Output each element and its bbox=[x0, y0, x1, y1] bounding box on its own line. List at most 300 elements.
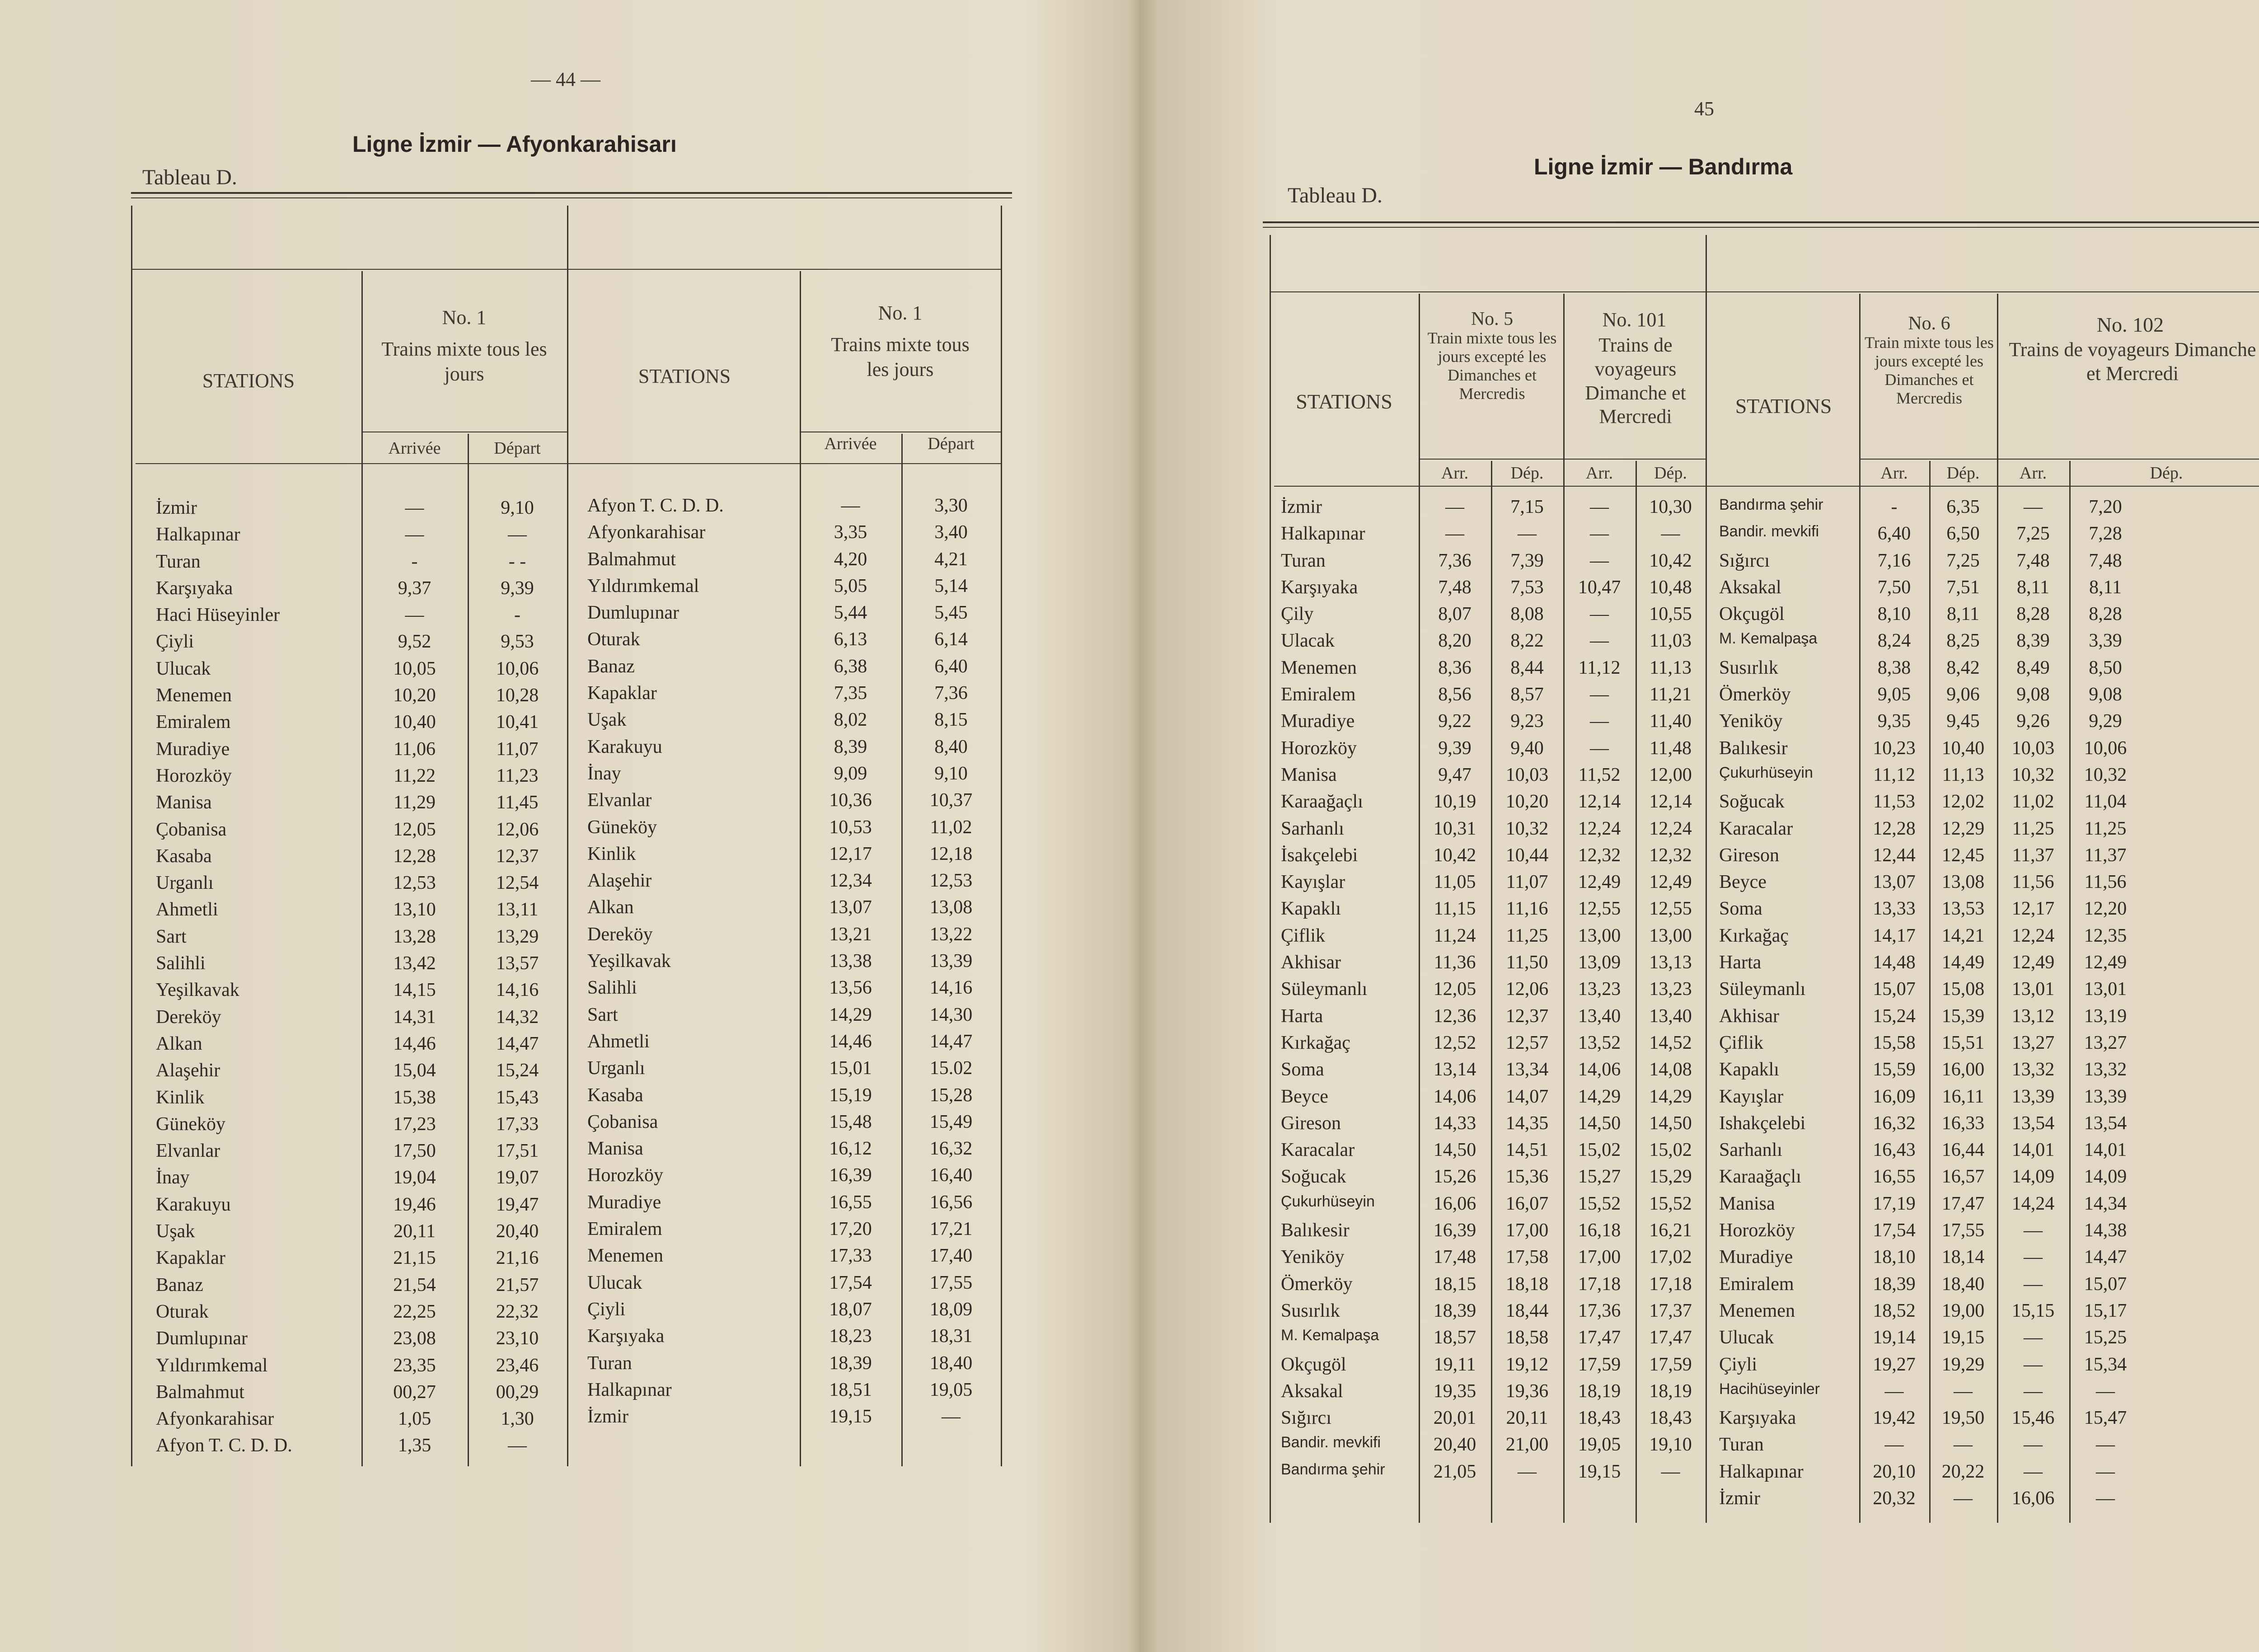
time-cell: 18,39 bbox=[1873, 1273, 1916, 1295]
time-cell: 17,18 bbox=[1649, 1273, 1692, 1295]
time-cell: — bbox=[405, 497, 424, 518]
time-cell: 1,35 bbox=[398, 1435, 431, 1456]
time-cell: 14,46 bbox=[393, 1033, 436, 1054]
station-name: Kapaklar bbox=[587, 683, 657, 704]
time-cell: 16,32 bbox=[1873, 1112, 1916, 1134]
table-row bbox=[1719, 925, 2259, 952]
time-cell: 9,10 bbox=[934, 763, 968, 784]
station-name: Ulacak bbox=[1281, 630, 1335, 652]
timetable-izmir-bandirma bbox=[1281, 496, 1706, 1488]
time-cell: 21,54 bbox=[393, 1274, 436, 1295]
station-name: Yıldırımkemal bbox=[587, 575, 699, 596]
table-row bbox=[1719, 603, 2259, 630]
station-name: Ulucak bbox=[587, 1272, 642, 1293]
time-cell: 12,24 bbox=[2011, 925, 2055, 946]
time-cell: 11,50 bbox=[1506, 952, 1548, 973]
time-cell: 19,50 bbox=[1941, 1408, 1985, 1429]
time-cell: 10,23 bbox=[1873, 737, 1916, 759]
time-cell: 19,00 bbox=[1941, 1300, 1985, 1321]
rule-top bbox=[1263, 221, 2259, 223]
time-cell: 7,16 bbox=[1877, 550, 1911, 571]
station-name: İzmir bbox=[1719, 1488, 1760, 1509]
time-cell: 16,57 bbox=[1941, 1166, 1985, 1187]
table-row bbox=[1281, 1032, 1706, 1059]
time-cell: 10,28 bbox=[496, 685, 539, 706]
time-cell: 17,18 bbox=[1578, 1273, 1621, 1295]
time-cell: 21,15 bbox=[393, 1248, 436, 1269]
time-cell: 13,10 bbox=[393, 899, 436, 920]
table-row bbox=[587, 1164, 1012, 1191]
time-cell: 15,24 bbox=[496, 1060, 539, 1081]
table-row bbox=[156, 1140, 608, 1167]
station-name: Karşıyaka bbox=[1719, 1408, 1796, 1429]
time-cell: 8,28 bbox=[2016, 604, 2050, 625]
time-cell: 13,13 bbox=[1649, 952, 1692, 973]
station-name: Menemen bbox=[1281, 657, 1357, 678]
station-name: Halkapınar bbox=[1719, 1461, 1804, 1482]
time-cell: 12,28 bbox=[1873, 818, 1916, 839]
time-cell: 9,08 bbox=[2016, 684, 2050, 705]
station-name: Menemen bbox=[156, 685, 232, 706]
station-name: Afyon T. C. D. D. bbox=[156, 1435, 292, 1456]
time-cell: 9,10 bbox=[501, 497, 534, 518]
station-name: Bandir. mevkifi bbox=[1719, 523, 1819, 540]
table-row bbox=[587, 549, 1012, 575]
station-name: Horozköy bbox=[1281, 737, 1357, 759]
time-cell: 16,33 bbox=[1941, 1112, 1985, 1134]
time-cell: 8,56 bbox=[1438, 684, 1472, 705]
table-row bbox=[1719, 496, 2259, 523]
time-cell: 18,39 bbox=[829, 1352, 872, 1374]
table-row bbox=[156, 551, 608, 577]
station-name: Salihli bbox=[156, 953, 206, 974]
time-cell: 11,22 bbox=[394, 765, 436, 786]
time-cell: 11,29 bbox=[394, 792, 436, 813]
station-name: Yıldırımkemal bbox=[156, 1355, 268, 1376]
station-name: Kinlik bbox=[156, 1087, 205, 1108]
time-cell: 15,07 bbox=[2084, 1273, 2127, 1295]
table-row bbox=[1281, 1300, 1706, 1327]
table-row bbox=[587, 1138, 1012, 1164]
time-cell: 12,35 bbox=[2084, 925, 2127, 946]
station-name: Bandırma şehir bbox=[1281, 1460, 1385, 1478]
time-cell: 13,34 bbox=[1505, 1059, 1549, 1080]
station-name: Sart bbox=[587, 1004, 618, 1025]
time-cell: 12,17 bbox=[829, 843, 872, 864]
table-row bbox=[1281, 1407, 1706, 1434]
table-row bbox=[1281, 496, 1706, 523]
arr-header: Arr. bbox=[1441, 464, 1469, 483]
time-cell: 9,39 bbox=[501, 577, 534, 599]
time-cell: 7,35 bbox=[834, 683, 867, 704]
time-cell: 8,24 bbox=[1877, 630, 1911, 652]
time-cell: 9,09 bbox=[834, 763, 867, 784]
time-cell: 14,15 bbox=[393, 980, 436, 1001]
table-row bbox=[156, 1006, 608, 1033]
time-cell: 17,36 bbox=[1578, 1300, 1621, 1321]
table-row bbox=[156, 658, 608, 685]
time-cell: — bbox=[2024, 1247, 2043, 1268]
station-name: Okçugöl bbox=[1281, 1354, 1346, 1375]
time-cell: 18,40 bbox=[929, 1352, 973, 1374]
time-cell: 15,52 bbox=[1649, 1193, 1692, 1214]
time-cell: 14,16 bbox=[496, 980, 539, 1001]
rule-body bbox=[1274, 486, 2259, 487]
time-cell: 17,55 bbox=[1941, 1220, 1985, 1241]
table-row bbox=[587, 870, 1012, 896]
table-row bbox=[587, 736, 1012, 763]
time-cell: 8,57 bbox=[1510, 684, 1544, 705]
time-cell: 17,55 bbox=[929, 1272, 973, 1293]
table-row bbox=[587, 950, 1012, 977]
time-cell: 15,43 bbox=[496, 1087, 539, 1108]
time-cell: 15,39 bbox=[1941, 1005, 1985, 1027]
table-row bbox=[1719, 684, 2259, 710]
table-row bbox=[587, 896, 1012, 923]
time-cell: 1,05 bbox=[398, 1408, 431, 1430]
train-101-description: Trains de voyageurs Dimanche et Mercredi bbox=[1585, 334, 1686, 428]
time-cell: 18,43 bbox=[1649, 1408, 1692, 1429]
station-name: Karaağaçlı bbox=[1281, 791, 1363, 812]
table-row bbox=[587, 1004, 1012, 1031]
time-cell: 23,10 bbox=[496, 1328, 539, 1349]
time-cell: 13,57 bbox=[496, 953, 539, 974]
table-row bbox=[156, 604, 608, 631]
time-cell: 15,24 bbox=[1873, 1005, 1916, 1027]
time-cell: 13,00 bbox=[1578, 925, 1621, 946]
time-cell: — bbox=[1445, 497, 1464, 517]
time-cell: 10,41 bbox=[496, 712, 539, 733]
time-cell: 6,40 bbox=[1877, 523, 1911, 544]
time-cell: 12,20 bbox=[2084, 898, 2127, 920]
table-row bbox=[1719, 1380, 2259, 1407]
time-cell: 11,04 bbox=[2084, 791, 2127, 812]
station-name: Kapaklı bbox=[1719, 1059, 1779, 1080]
page-number: — 44 — bbox=[531, 68, 600, 90]
time-cell: 14,06 bbox=[1433, 1086, 1476, 1107]
table-row bbox=[156, 979, 608, 1006]
time-cell: 16,18 bbox=[1578, 1220, 1621, 1241]
time-cell: 16,56 bbox=[929, 1192, 973, 1213]
station-name: Halkapınar bbox=[156, 524, 240, 545]
time-cell: 14,50 bbox=[1433, 1140, 1476, 1161]
table-row bbox=[587, 924, 1012, 950]
arr-header: Arr. bbox=[1585, 464, 1613, 483]
station-name: Elvanlar bbox=[156, 1140, 220, 1162]
table-row bbox=[1281, 657, 1706, 684]
time-cell: 19,12 bbox=[1505, 1354, 1549, 1375]
time-cell: 8,50 bbox=[2089, 657, 2122, 678]
station-name: Yeniköy bbox=[1719, 711, 1783, 732]
time-cell: 8,20 bbox=[1438, 630, 1472, 652]
time-cell: 13,32 bbox=[2011, 1059, 2055, 1080]
dep-header: Dép. bbox=[1946, 464, 1980, 483]
time-cell: 11,02 bbox=[930, 817, 972, 838]
train-5-number: No. 5 bbox=[1471, 309, 1514, 329]
time-cell: — bbox=[1954, 1434, 1973, 1455]
time-cell: — bbox=[2024, 1220, 2043, 1241]
time-cell: 18,19 bbox=[1649, 1380, 1692, 1402]
table-row bbox=[156, 1435, 608, 1461]
time-cell: 9,45 bbox=[1946, 711, 1980, 732]
table-row bbox=[587, 682, 1012, 709]
time-cell: 8,44 bbox=[1510, 657, 1544, 678]
time-cell: 13,00 bbox=[1649, 925, 1692, 946]
table-row bbox=[587, 1111, 1012, 1138]
time-cell: 7,39 bbox=[1510, 550, 1544, 571]
station-name: Urganlı bbox=[156, 873, 214, 894]
table-row bbox=[1719, 952, 2259, 978]
time-cell: 17,02 bbox=[1649, 1247, 1692, 1268]
time-cell: 14,47 bbox=[2084, 1247, 2127, 1268]
time-cell: 17,54 bbox=[829, 1272, 872, 1293]
station-name: Karakuyu bbox=[156, 1194, 231, 1215]
table-row bbox=[1281, 1139, 1706, 1166]
station-name: Bandir. mevkifi bbox=[1281, 1434, 1381, 1451]
time-cell: 7,36 bbox=[1438, 550, 1472, 571]
time-cell: 10,19 bbox=[1433, 791, 1476, 812]
table-row bbox=[1281, 818, 1706, 845]
station-name: Ulucak bbox=[1719, 1327, 1774, 1348]
station-name: Çily bbox=[1281, 604, 1314, 625]
table-row bbox=[156, 711, 608, 738]
station-name: Muradiye bbox=[1281, 711, 1355, 732]
table-row bbox=[156, 1060, 608, 1086]
time-cell: 14,34 bbox=[2084, 1193, 2127, 1214]
arr-header: Arr. bbox=[1880, 464, 1908, 483]
time-cell: 12,34 bbox=[829, 870, 872, 892]
time-cell: 14,06 bbox=[1578, 1059, 1621, 1080]
station-name: Oturak bbox=[156, 1301, 209, 1322]
time-cell: 14,08 bbox=[1649, 1059, 1692, 1080]
time-cell: 8,08 bbox=[1510, 604, 1544, 625]
station-name: Emiralem bbox=[1719, 1273, 1794, 1295]
train-6-number: No. 6 bbox=[1908, 313, 1950, 334]
time-cell: 12,17 bbox=[2011, 898, 2055, 920]
time-cell: 16,12 bbox=[829, 1138, 872, 1159]
train-number: No. 1 bbox=[442, 306, 487, 329]
station-name: Halkapınar bbox=[587, 1379, 672, 1400]
table-row bbox=[587, 1379, 1012, 1406]
time-cell: — bbox=[1590, 684, 1609, 705]
station-name: Ömerköy bbox=[1719, 684, 1791, 705]
train-description: Trains mixte tous les jours bbox=[831, 333, 970, 380]
time-cell: — bbox=[405, 605, 424, 626]
station-name: Hacihüseyinler bbox=[1719, 1380, 1820, 1398]
time-cell: 10,40 bbox=[1941, 737, 1985, 759]
time-cell: 22,25 bbox=[393, 1301, 436, 1322]
table-row bbox=[156, 872, 608, 899]
time-cell: 12,24 bbox=[1578, 818, 1621, 839]
station-name: Akhisar bbox=[1281, 952, 1341, 973]
station-name: Harta bbox=[1281, 1005, 1323, 1027]
time-cell: — bbox=[1884, 1434, 1904, 1455]
time-cell: 8,39 bbox=[2016, 630, 2050, 652]
time-cell: 19,15 bbox=[1578, 1461, 1621, 1482]
time-cell: 13,01 bbox=[2084, 979, 2127, 1000]
time-cell: 10,53 bbox=[829, 817, 872, 838]
time-cell: 16,44 bbox=[1941, 1140, 1985, 1161]
time-cell: 14,29 bbox=[1578, 1086, 1621, 1107]
table-row bbox=[1719, 630, 2259, 657]
time-cell: 21,57 bbox=[496, 1274, 539, 1295]
time-cell: 12,49 bbox=[1578, 872, 1621, 893]
time-cell: 19,46 bbox=[393, 1194, 436, 1215]
time-cell: 15,48 bbox=[829, 1111, 872, 1132]
table-row bbox=[1719, 791, 2259, 817]
time-cell: 13,39 bbox=[2084, 1086, 2127, 1107]
time-cell: 14,07 bbox=[1505, 1086, 1549, 1107]
station-name: Alkan bbox=[156, 1033, 202, 1054]
time-cell: 10,06 bbox=[496, 658, 539, 679]
time-cell: 12,32 bbox=[1649, 845, 1692, 866]
table-row bbox=[587, 495, 1012, 521]
time-cell: 11,25 bbox=[2084, 818, 2127, 839]
table-row bbox=[1719, 1112, 2259, 1139]
time-cell: — bbox=[1661, 523, 1680, 544]
table-row bbox=[1719, 1086, 2259, 1112]
table-row bbox=[587, 763, 1012, 789]
time-cell: — bbox=[1590, 737, 1609, 759]
page-title: Ligne İzmir — Bandırma bbox=[1534, 154, 1793, 179]
station-name: Kasaba bbox=[587, 1084, 643, 1106]
station-name: Balmahmut bbox=[156, 1381, 244, 1403]
station-name: Güneköy bbox=[587, 817, 657, 838]
depart-header: Départ bbox=[494, 439, 541, 458]
time-cell: 12,18 bbox=[929, 843, 973, 864]
rule-head bbox=[131, 269, 1001, 270]
table-row bbox=[1281, 1193, 1706, 1220]
table-row bbox=[1281, 791, 1706, 817]
timetable-afyon-izmir bbox=[587, 495, 1012, 1432]
station-name: Yeşilkavak bbox=[587, 951, 671, 972]
station-name: Beyce bbox=[1719, 872, 1767, 893]
time-cell: 15,08 bbox=[1941, 979, 1985, 1000]
time-cell: 11,45 bbox=[496, 792, 539, 813]
time-cell: 15.02 bbox=[929, 1058, 973, 1079]
station-name: İsakçelebi bbox=[1281, 845, 1358, 866]
table-row bbox=[156, 497, 608, 524]
table-row bbox=[1719, 1246, 2259, 1273]
time-cell: 13,11 bbox=[496, 899, 539, 920]
station-name: Soğucak bbox=[1719, 791, 1785, 812]
time-cell: 12,53 bbox=[393, 873, 436, 894]
time-cell: 7,25 bbox=[2016, 523, 2050, 544]
station-name: Turan bbox=[1719, 1434, 1764, 1455]
time-cell: - bbox=[411, 551, 418, 572]
table-row bbox=[1281, 1327, 1706, 1353]
station-name: Aksakal bbox=[1719, 577, 1781, 598]
station-name: Ahmetli bbox=[156, 899, 218, 920]
time-cell: 3,39 bbox=[2089, 630, 2122, 652]
station-name: Çobanisa bbox=[156, 819, 227, 840]
time-cell: 18,40 bbox=[1941, 1273, 1985, 1295]
table-row bbox=[1281, 925, 1706, 952]
time-cell: 13,07 bbox=[1873, 872, 1916, 893]
table-row bbox=[156, 926, 608, 953]
time-cell: 11,56 bbox=[2012, 872, 2054, 893]
time-cell: 17,33 bbox=[829, 1245, 872, 1267]
time-cell: 9,06 bbox=[1946, 684, 1980, 705]
time-cell: 14,49 bbox=[1941, 952, 1985, 973]
station-name: Afyonkarahisar bbox=[156, 1408, 274, 1430]
time-cell: 9,29 bbox=[2089, 711, 2122, 732]
time-cell: 11,25 bbox=[1506, 925, 1548, 946]
time-cell: 12,54 bbox=[496, 873, 539, 894]
time-cell: 11,40 bbox=[1650, 711, 1692, 732]
table-row bbox=[1719, 1434, 2259, 1460]
station-name: Bandırma şehir bbox=[1719, 496, 1823, 513]
station-name: Ömerköy bbox=[1281, 1273, 1353, 1295]
time-cell: 10,03 bbox=[1505, 764, 1549, 785]
rule-top-thin bbox=[1263, 227, 2259, 228]
time-cell: 17,47 bbox=[1649, 1327, 1692, 1348]
time-cell: 7,48 bbox=[2016, 550, 2050, 571]
time-cell: 18,39 bbox=[1433, 1300, 1476, 1321]
station-name: Haci Hüseyinler bbox=[156, 605, 280, 626]
time-cell: 9,39 bbox=[1438, 737, 1472, 759]
train-102-number: No. 102 bbox=[2096, 313, 2164, 336]
train-102-description: Trains de voyageurs Dimanche et Mercredi bbox=[2009, 338, 2256, 385]
time-cell: 14,01 bbox=[2011, 1140, 2055, 1161]
time-cell: 17,59 bbox=[1649, 1354, 1692, 1375]
table-row bbox=[1719, 898, 2259, 925]
time-cell: 16,06 bbox=[1433, 1193, 1476, 1214]
time-cell: 12,24 bbox=[1649, 818, 1692, 839]
station-name: Alkan bbox=[587, 897, 634, 918]
time-cell: 11,12 bbox=[1578, 657, 1621, 678]
time-cell: 7,25 bbox=[1946, 550, 1980, 571]
time-cell: 13,33 bbox=[1873, 898, 1916, 920]
station-name: Çiflik bbox=[1719, 1032, 1764, 1053]
station-name: Manisa bbox=[156, 792, 212, 813]
time-cell: 11,06 bbox=[394, 738, 436, 760]
time-cell: 18,09 bbox=[929, 1299, 973, 1320]
table-row bbox=[1719, 577, 2259, 603]
dep-header: Dép. bbox=[1654, 464, 1687, 483]
table-row bbox=[1281, 764, 1706, 791]
arrivee-header: Arrivée bbox=[824, 434, 877, 453]
time-cell: 18,51 bbox=[829, 1379, 872, 1400]
time-cell: 19,05 bbox=[1578, 1434, 1621, 1455]
time-cell: 20,32 bbox=[1873, 1488, 1916, 1509]
table-row bbox=[587, 1057, 1012, 1084]
station-name: Ishakçelebi bbox=[1719, 1112, 1806, 1134]
time-cell: - - bbox=[508, 551, 526, 572]
time-cell: 6,14 bbox=[934, 629, 968, 650]
train-description: Trains mixte tous les jours bbox=[381, 338, 547, 385]
station-name: Alaşehir bbox=[587, 870, 652, 892]
time-cell: 11,21 bbox=[1650, 684, 1692, 705]
time-cell: 17,48 bbox=[1433, 1247, 1476, 1268]
right-page bbox=[1148, 0, 2259, 1652]
time-cell: 17,50 bbox=[393, 1140, 436, 1162]
time-cell: — bbox=[508, 524, 527, 545]
time-cell: 11,12 bbox=[1873, 764, 1915, 785]
station-name: Urganlı bbox=[587, 1058, 645, 1079]
station-name: Ahmetli bbox=[587, 1031, 650, 1052]
station-name: Dereköy bbox=[156, 1006, 221, 1028]
time-cell: 6,13 bbox=[834, 629, 867, 650]
station-name: İnay bbox=[587, 763, 621, 784]
table-row bbox=[156, 1220, 608, 1247]
station-name: Menemen bbox=[587, 1245, 663, 1267]
time-cell: 17,23 bbox=[393, 1113, 436, 1135]
table-row bbox=[587, 1406, 1012, 1432]
time-cell: 19,27 bbox=[1873, 1354, 1916, 1375]
time-cell: 15,01 bbox=[829, 1058, 872, 1079]
station-name: İzmir bbox=[1281, 497, 1322, 517]
